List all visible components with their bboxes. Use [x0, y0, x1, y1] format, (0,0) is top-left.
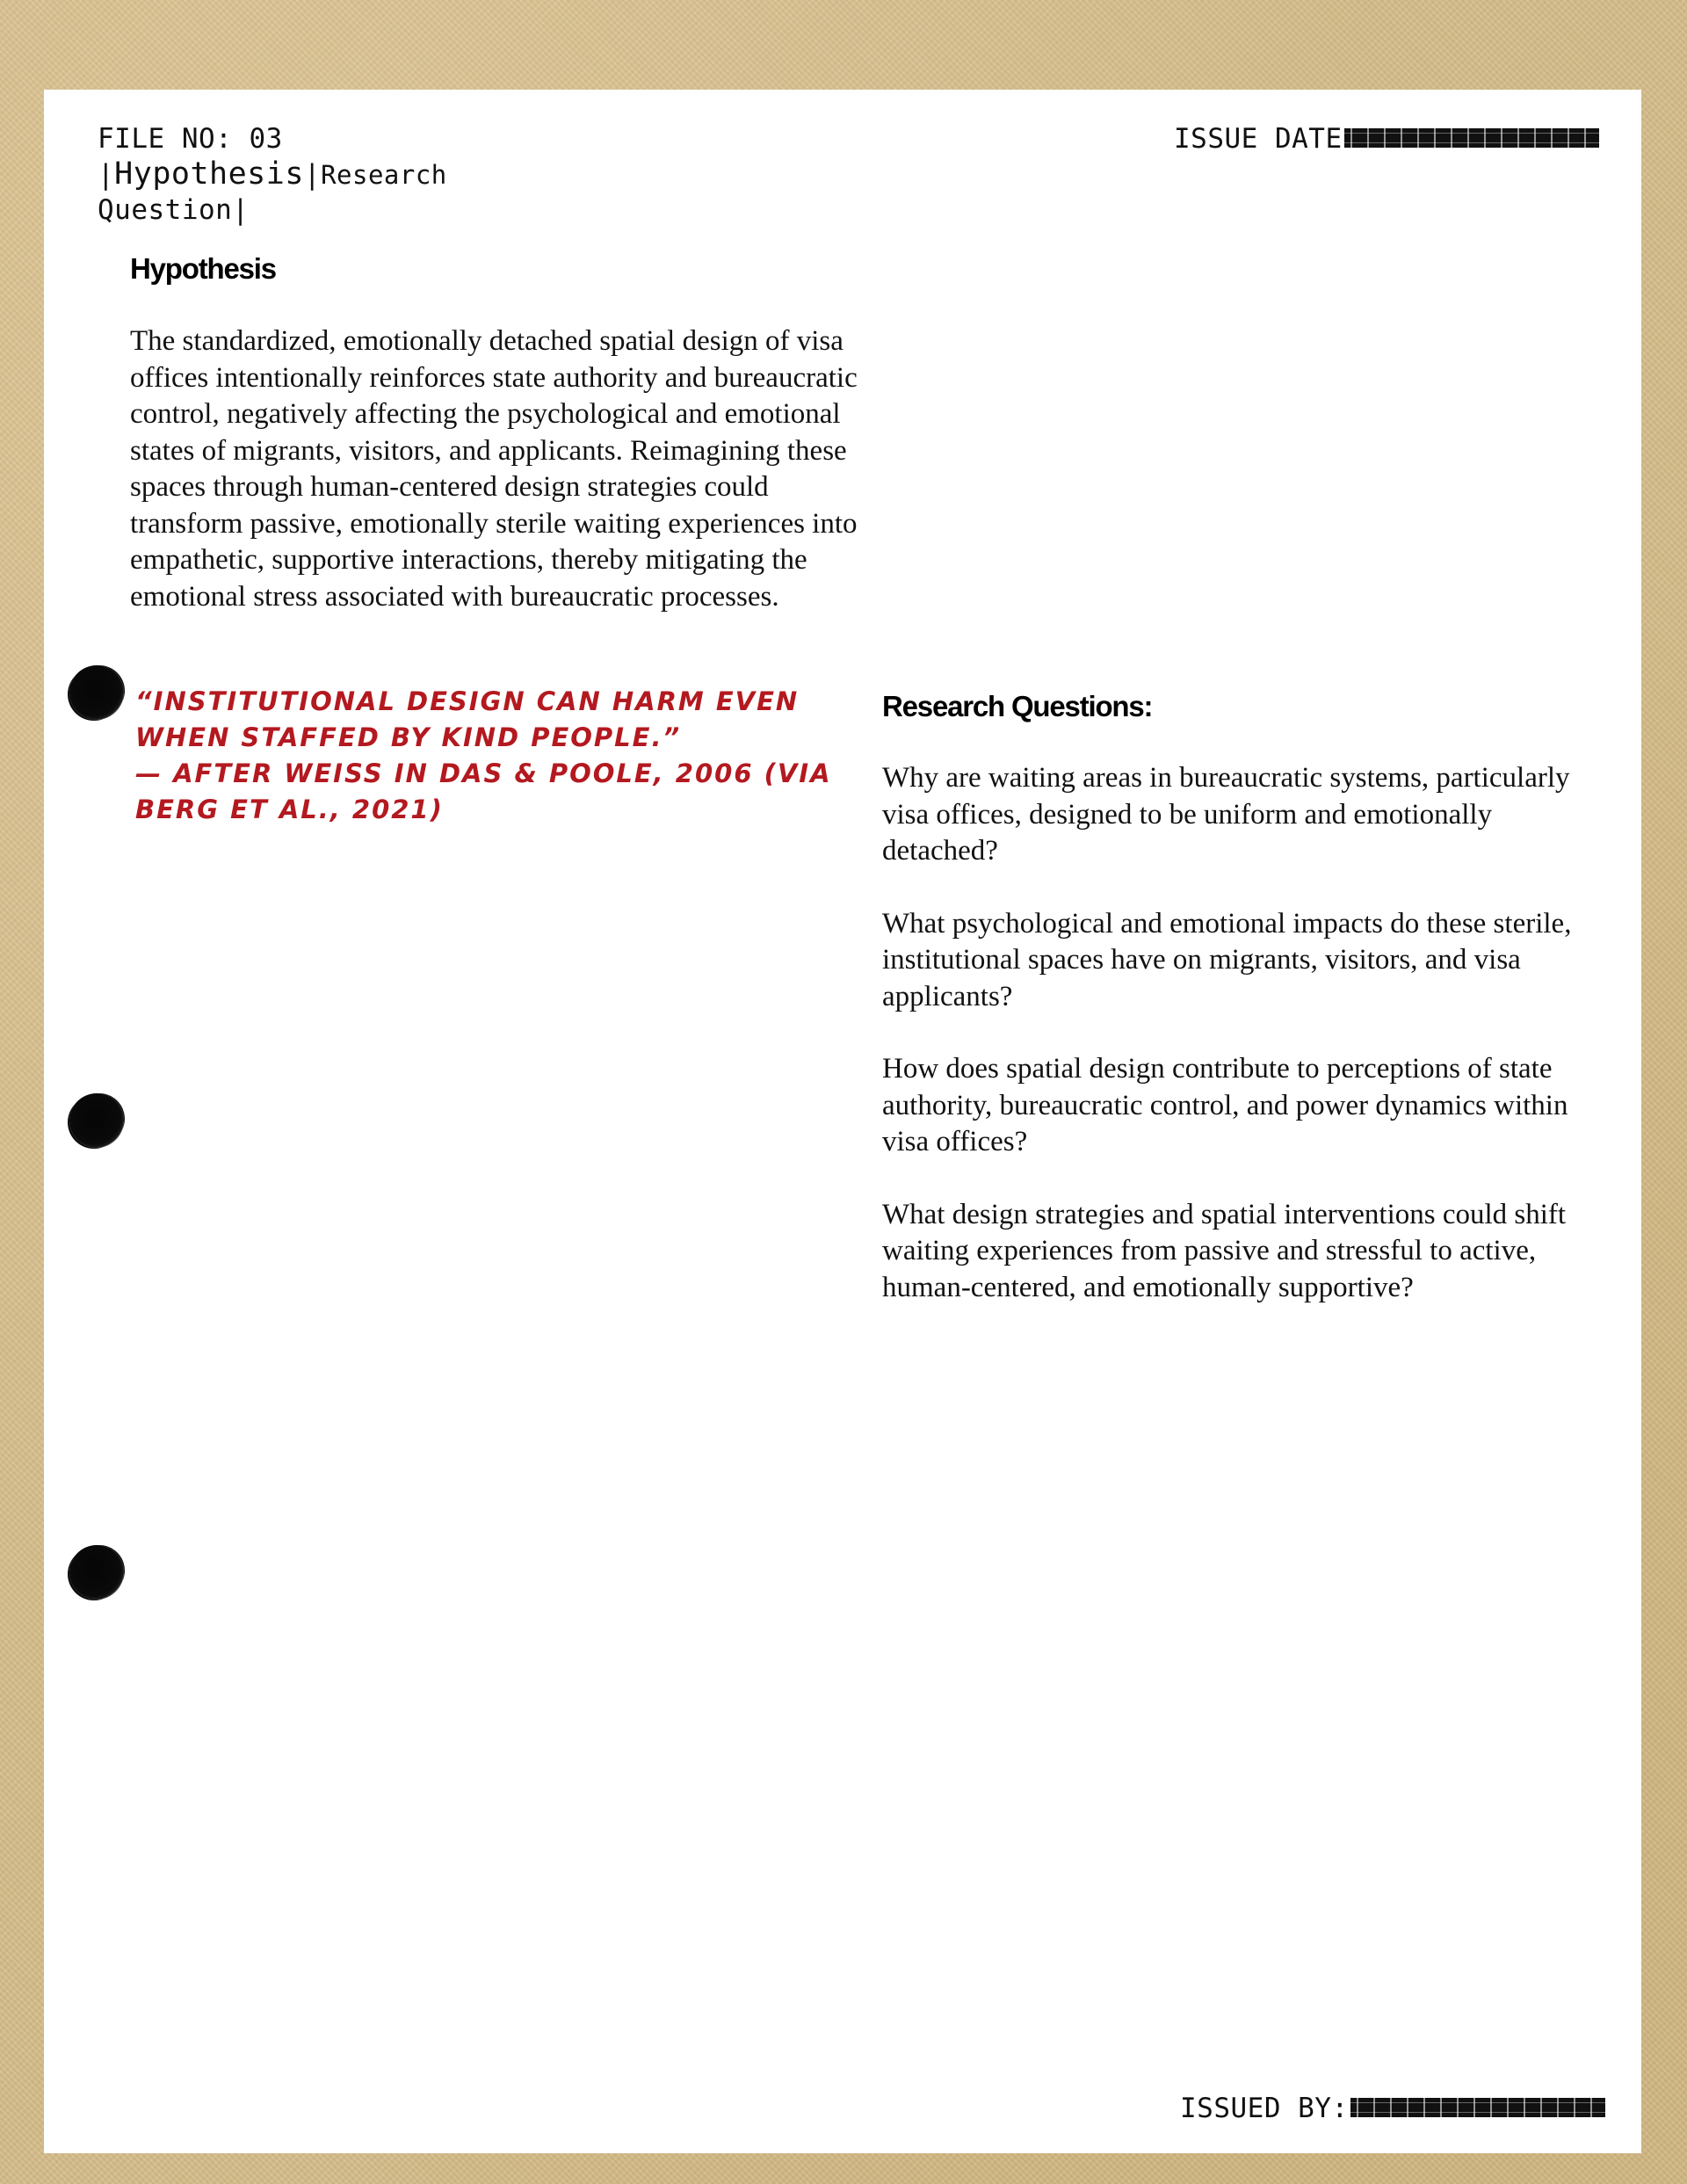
tag-question: Question|	[98, 194, 250, 226]
issue-date-label: ISSUE DATE	[1174, 123, 1343, 155]
tag-open-bar: |	[98, 159, 115, 191]
issued-by	[1180, 2091, 1605, 2126]
document-page	[44, 90, 1641, 2153]
research-question: What design strategies and spatial interventions could shift waiting experiences from passive and stressful to active, human-centered, and emotionally supportive?	[882, 1198, 1567, 1303]
issue-date-redaction	[1344, 128, 1599, 148]
file-number: FILE NO: 03	[98, 123, 283, 155]
pull-quote-text: “INSTITUTIONAL DESIGN CAN HARM EVEN WHEN STAFFED BY KIND PEOPLE.”	[135, 686, 800, 752]
issued-by-label: ISSUED BY:	[1180, 2093, 1349, 2124]
research-question: What psychological and emotional impacts do these sterile, institutional spaces have on migrants, visitors, and visa applicants?	[882, 907, 1572, 1012]
pull-quote	[135, 684, 900, 828]
punch-hole-icon	[69, 1545, 124, 1600]
tag-research: Research	[321, 160, 447, 190]
issued-by-redaction	[1350, 2098, 1605, 2117]
punch-hole-icon	[69, 1093, 124, 1148]
hypothesis-body: The standardized, emotionally detached spatial design of visa offices intentionally reinforces state authority and bureaucratic control, negatively affecting the psychological and emotional states of migrants, visitors, and applicants. Reimagining these spaces through human-centered design strategies could transform passive, emotionally sterile waiting experiences into empathetic, supportive interactions, thereby mitigating the emotional stress associated with bureaucratic processes.	[130, 325, 858, 613]
file-tags	[98, 156, 484, 192]
research-questions-list	[882, 760, 1585, 1342]
research-questions-heading: Research Questions:	[882, 690, 1153, 722]
issue-date	[1174, 121, 1599, 156]
tag-hypothesis: Hypothesis	[114, 156, 304, 192]
tag-separator: |	[303, 159, 322, 191]
hypothesis-heading: Hypothesis	[130, 252, 276, 285]
punch-hole-icon	[69, 665, 124, 720]
file-header	[98, 121, 484, 228]
pull-quote-attribution: — AFTER WEISS IN DAS & POOLE, 2006 (VIA BERG ET AL., 2021)	[135, 758, 832, 824]
research-question: Why are waiting areas in bureaucratic systems, particularly visa offices, designed to be uniform and emotionally detached?	[882, 762, 1570, 867]
research-question: How does spatial design contribute to perceptions of state authority, bureaucratic control, and power dynamics within visa offices?	[882, 1053, 1568, 1157]
